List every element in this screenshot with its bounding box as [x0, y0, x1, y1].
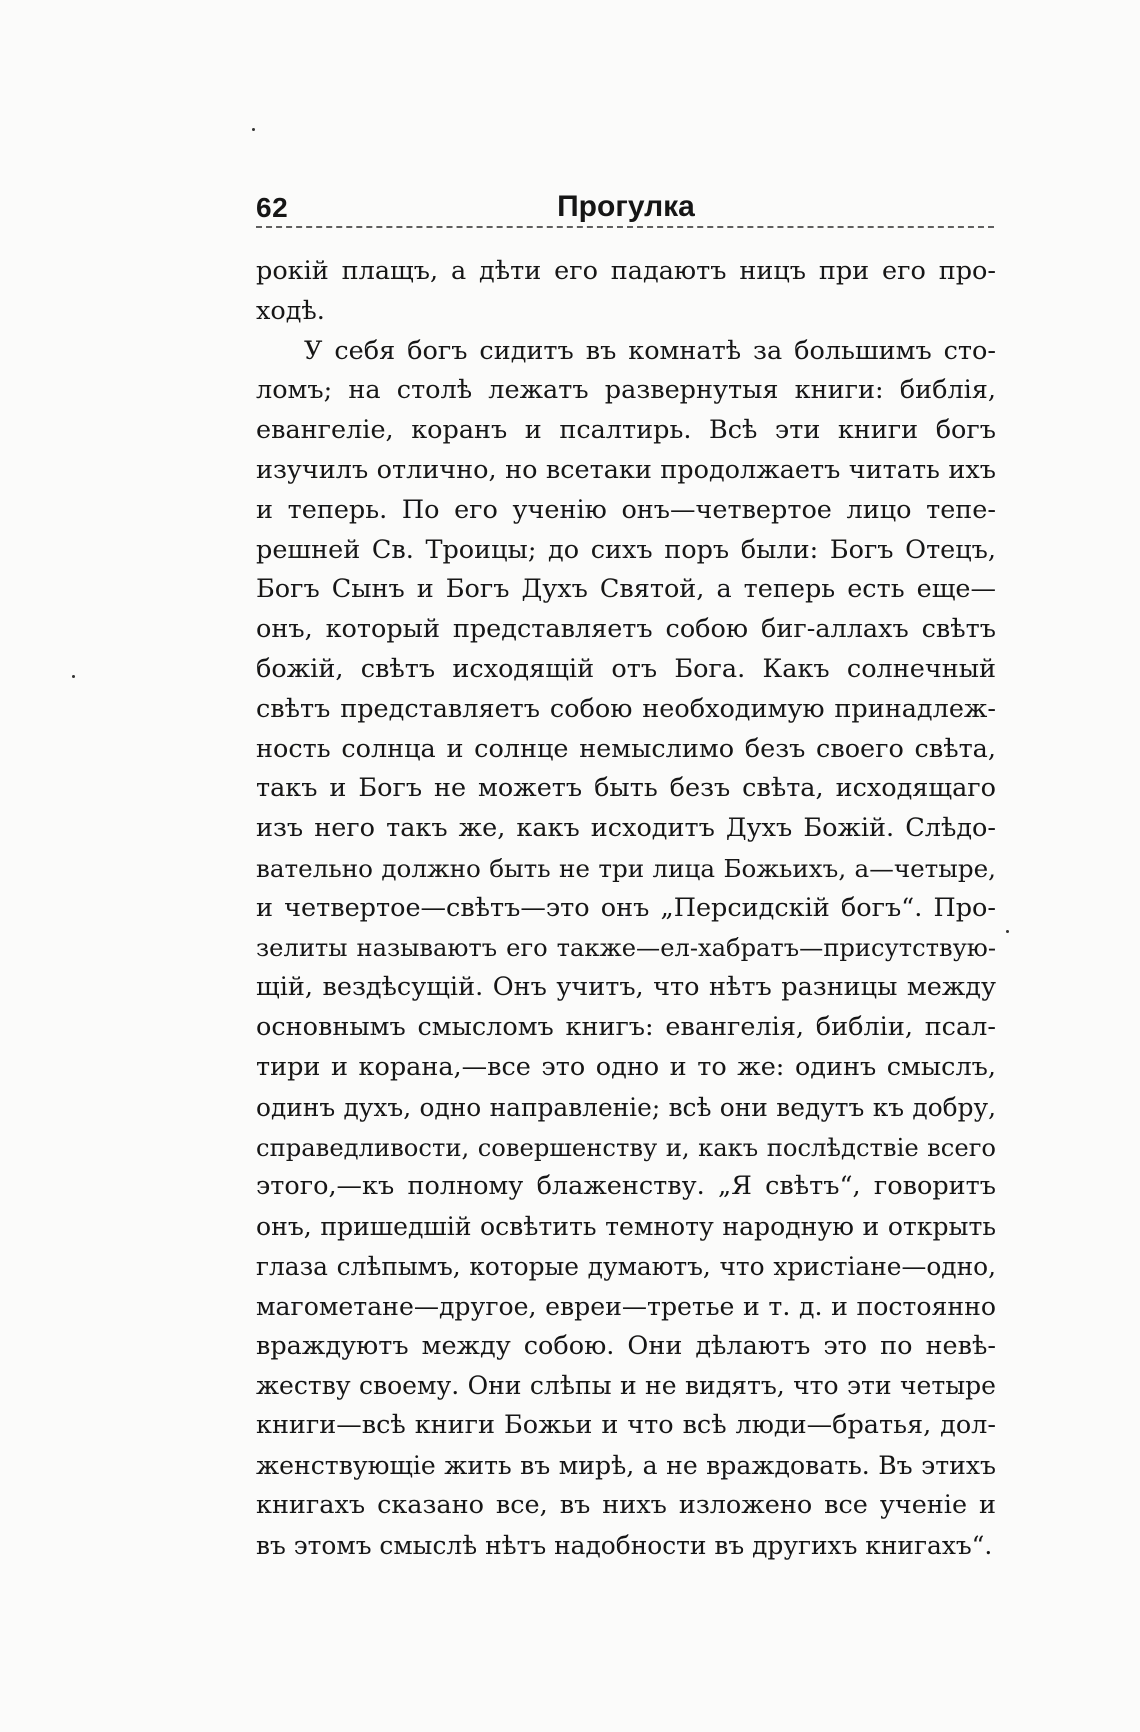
text-line: этого,—къ полному блаженству. „Я свѣтъ“, говоритъ — [256, 1171, 996, 1202]
text-line: такъ и Богъ не можетъ быть безъ свѣта, исходящаго — [256, 773, 996, 804]
text-line: свѣтъ представляетъ собою необходимую принадлеж- — [256, 693, 996, 724]
text-line: божій, свѣтъ исходящій отъ Бога. Какъ солнечный — [256, 653, 996, 684]
text-line: враждуютъ между собою. Они дѣлаютъ это по невѣ- — [256, 1330, 996, 1361]
text-line: изучилъ отлично, но всетаки продолжаетъ читать ихъ — [256, 454, 996, 485]
text-line: тири и корана,—все это одно и то же: одинъ смыслъ, — [256, 1051, 996, 1082]
scan-speck — [252, 128, 255, 131]
text-line: жеству своему. Они слѣпы и не видятъ, что эти четыре — [256, 1371, 996, 1401]
text-line: женствующіе жить въ мирѣ, а не враждовать. Въ этихъ — [256, 1450, 996, 1480]
text-line: справедливости, совершенству и, какъ послѣдствіе всего — [256, 1132, 996, 1162]
text-line: рокій плащъ, а дѣти его падаютъ ницъ при его про- — [256, 256, 996, 286]
text-line: глаза слѣпымъ, которые думаютъ, что христіане—одно, — [256, 1251, 996, 1281]
scan-speck — [72, 675, 75, 678]
text-line: и теперь. По его ученію онъ—четвертое лицо тепе- — [256, 494, 996, 525]
text-line: и четвертое—свѣтъ—это онъ „Персидскій богъ“. Про- — [256, 892, 996, 923]
text-line: книгахъ сказано все, въ нихъ изложено все ученіе и — [256, 1489, 996, 1520]
text-line: основнымъ смысломъ книгъ: евангелія, библіи, псал- — [256, 1012, 996, 1043]
page-number: 62 — [256, 192, 289, 223]
text-line: магометане—другое, евреи—третье и т. д. и постоянно — [256, 1291, 996, 1321]
text-line: евангеліе, коранъ и псалтирь. Всѣ эти книги богъ — [256, 415, 996, 446]
text-line: ность солнца и солнце немыслимо безъ своего свѣта, — [256, 733, 996, 764]
text-line: решней Св. Троицы; до сихъ поръ были: Богъ Отецъ, — [256, 534, 996, 565]
body-text — [256, 252, 996, 1565]
text-line: щій, вездѣсущій. Онъ учитъ, что нѣтъ разницы между — [256, 972, 996, 1003]
text-line: въ этомъ смыслѣ нѣтъ надобности въ другихъ книгахъ“. — [256, 1530, 993, 1560]
text-line: ходѣ. — [256, 295, 325, 326]
text-line: ломъ; на столѣ лежатъ развернутыя книги: библія, — [256, 375, 996, 406]
text-line: книги—всѣ книги Божьи и что всѣ люди—братья, дол- — [256, 1410, 996, 1441]
scan-speck — [1006, 930, 1009, 933]
text-line: вательно должно быть не три лица Божьихъ, а—четыре, — [256, 853, 996, 883]
text-line: У себя богъ сидитъ въ комнатѣ за большимъ сто- — [304, 335, 996, 366]
text-line: изъ него такъ же, какъ исходитъ Духъ Божій. Слѣдо- — [256, 813, 996, 844]
text-line: онъ, пришедшій освѣтить темноту народную и открыть — [256, 1212, 996, 1242]
header-rule — [256, 226, 994, 228]
text-line: зелиты называютъ его также—ел-хабратъ—присутствую- — [256, 933, 996, 962]
text-line: Богъ Сынъ и Богъ Духъ Святой, а теперь есть еще— — [256, 574, 996, 605]
text-line: одинъ духъ, одно направленіе; всѣ они ведутъ къ добру, — [256, 1092, 996, 1122]
text-line: онъ, который представляетъ собою биг-аллахъ свѣтъ — [256, 614, 996, 645]
running-title: Прогулка — [557, 190, 695, 223]
page-header — [256, 176, 996, 222]
